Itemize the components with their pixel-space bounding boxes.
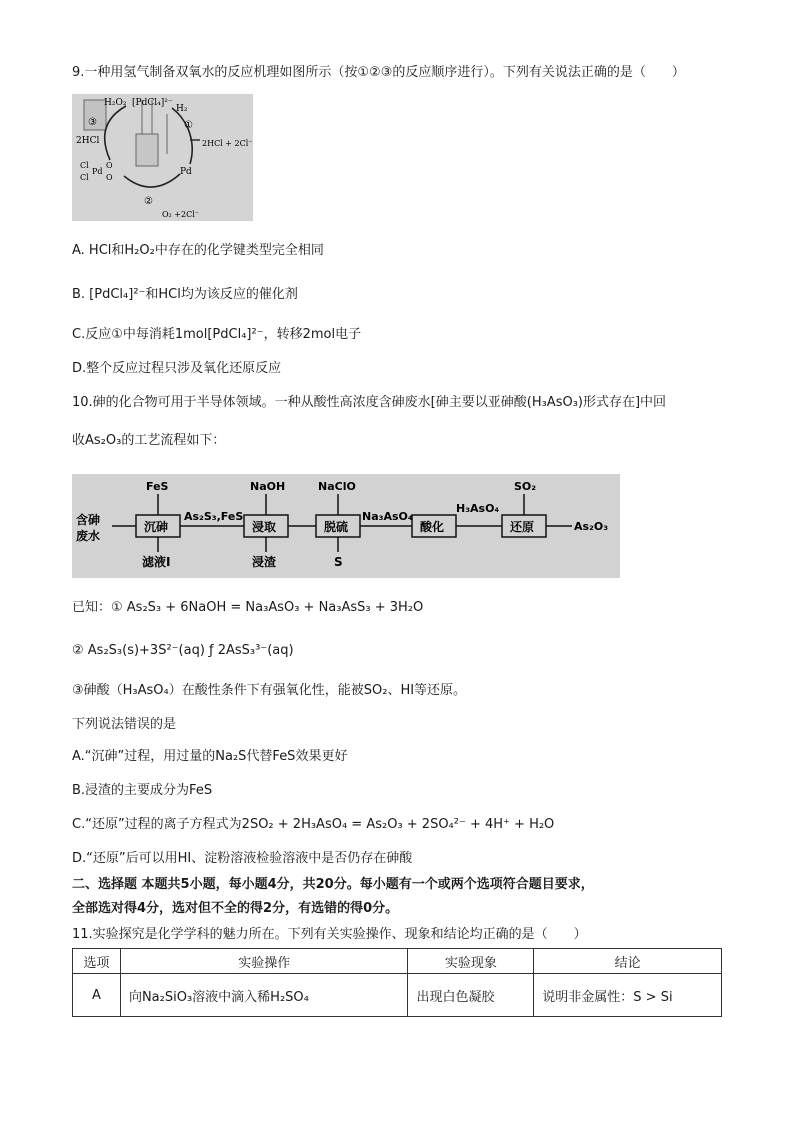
label-o2: O₂ +2Cl⁻: [162, 210, 200, 219]
section-2-heading-line1: 二、选择题 本题共5小题，每小题4分，共20分。每小题有一个或两个选项符合题目要求，: [72, 877, 594, 892]
q11-table: [72, 948, 722, 1017]
label-pdcl4: [PdCl₄]²⁻: [132, 98, 173, 108]
table-row: [73, 974, 722, 1017]
label-pd-complex: Pd: [92, 167, 103, 176]
flow-waste-1: 滤液I: [142, 555, 171, 569]
table-header-cell: 结论: [534, 949, 722, 974]
table-cell-option: A: [73, 974, 121, 1017]
q9-stem: 9.一种用氢气制备双氧水的反应机理如图所示（按①②③的反应顺序进行）。下列有关说法正确的是（ ）: [72, 65, 685, 80]
flow-box-5-label: 还原: [510, 520, 535, 534]
q10-known-2: ② As₂S₃(s)+3S²⁻(aq) ƒ 2AsS₃³⁻(aq): [72, 643, 294, 658]
table-cell-operation: 向Na₂SiO₃溶液中滴入稀H₂SO₄: [120, 974, 408, 1017]
label-step2: ②: [144, 196, 153, 207]
label-o-a: O: [106, 161, 113, 170]
flow-reagent-5: SO₂: [514, 480, 537, 493]
flow-intermediate-3: H₃AsO₄: [456, 502, 500, 515]
q9-mechanism-figure: [72, 94, 253, 221]
section-2-heading-line2: 全部选对得4分，选对但不全的得2分，有选错的得0分。: [72, 901, 399, 916]
label-o-b: O: [106, 173, 113, 182]
flow-output: As₂O₃: [574, 520, 609, 533]
table-header-cell: 实验现象: [408, 949, 534, 974]
q10-option-d: D.“还原”后可以用HI、淀粉溶液检验溶液中是否仍存在砷酸: [72, 851, 413, 866]
flow-reagent-3: NaClO: [318, 480, 356, 493]
label-products1: 2HCl + 2Cl⁻: [202, 139, 253, 148]
q10-known-3: ③砷酸（H₃AsO₄）在酸性条件下有强氧化性，能被SO₂、HI等还原。: [72, 683, 467, 698]
q9-option-a: A. HCl和H₂O₂中存在的化学键类型完全相同: [72, 243, 324, 258]
flow-intermediate-2: Na₃AsO₄: [362, 510, 413, 523]
flow-intermediate-1: As₂S₃,FeS: [184, 510, 244, 523]
flow-box-4-label: 酸化: [420, 520, 445, 534]
q11-stem: 11.实验探究是化学学科的魅力所在。下列有关实验操作、现象和结论均正确的是（ ）: [72, 927, 587, 942]
q10-process-flow: [72, 474, 620, 578]
table-header-row: [73, 949, 722, 974]
q10-ask: 下列说法错误的是: [72, 717, 177, 732]
label-h2o2: H₂O₂: [104, 98, 127, 108]
table-cell-conclusion: 说明非金属性：S > Si: [534, 974, 722, 1017]
label-cl-a: Cl: [80, 161, 89, 170]
label-pd: Pd: [180, 167, 192, 177]
q10-option-a: A.“沉砷”过程，用过量的Na₂S代替FeS效果更好: [72, 749, 348, 764]
flow-input-1: 含砷: [76, 513, 101, 527]
flow-waste-3: S: [334, 555, 343, 569]
q10-stem-line2: 收As₂O₃的工艺流程如下：: [72, 433, 226, 448]
q10-option-c: C.“还原”过程的离子方程式为2SO₂ + 2H₃AsO₄ = As₂O₃ + 2SO₄²⁻ + 4H⁺ + H₂O: [72, 817, 555, 832]
q9-option-d: D.整个反应过程只涉及氧化还原反应: [72, 361, 282, 376]
label-cl-b: Cl: [80, 173, 89, 182]
flow-box-3-label: 脱硫: [324, 520, 349, 534]
flow-box-1-label: 沉砷: [144, 520, 169, 534]
q10-option-b: B.浸渣的主要成分为FeS: [72, 783, 213, 798]
flow-waste-2: 浸渣: [252, 555, 277, 569]
flow-input-2: 废水: [76, 529, 101, 543]
q9-option-b: B. [PdCl₄]²⁻和HCl均为该反应的催化剂: [72, 287, 298, 302]
label-step1: ①: [184, 120, 193, 131]
label-2hcl: 2HCl: [76, 136, 100, 146]
table-header-cell: 实验操作: [120, 949, 408, 974]
label-h2: H₂: [176, 104, 188, 114]
q9-option-c: C.反应①中每消耗1mol[PdCl₄]²⁻，转移2mol电子: [72, 327, 362, 342]
flow-box-2-label: 浸取: [252, 520, 277, 534]
flow-reagent-1: FeS: [146, 480, 169, 493]
table-header-cell: 选项: [73, 949, 121, 974]
flow-reagent-2: NaOH: [250, 480, 286, 493]
label-step3: ③: [88, 117, 97, 128]
q10-known-1: 已知：① As₂S₃ + 6NaOH = Na₃AsO₃ + Na₃AsS₃ + 3H₂O: [72, 600, 424, 615]
table-cell-phenomenon: 出现白色凝胶: [408, 974, 534, 1017]
q10-stem-line1: 10.砷的化合物可用于半导体领域。一种从酸性高浓度含砷废水[砷主要以亚砷酸(H₃AsO₃)形式存在]中回: [72, 395, 667, 410]
